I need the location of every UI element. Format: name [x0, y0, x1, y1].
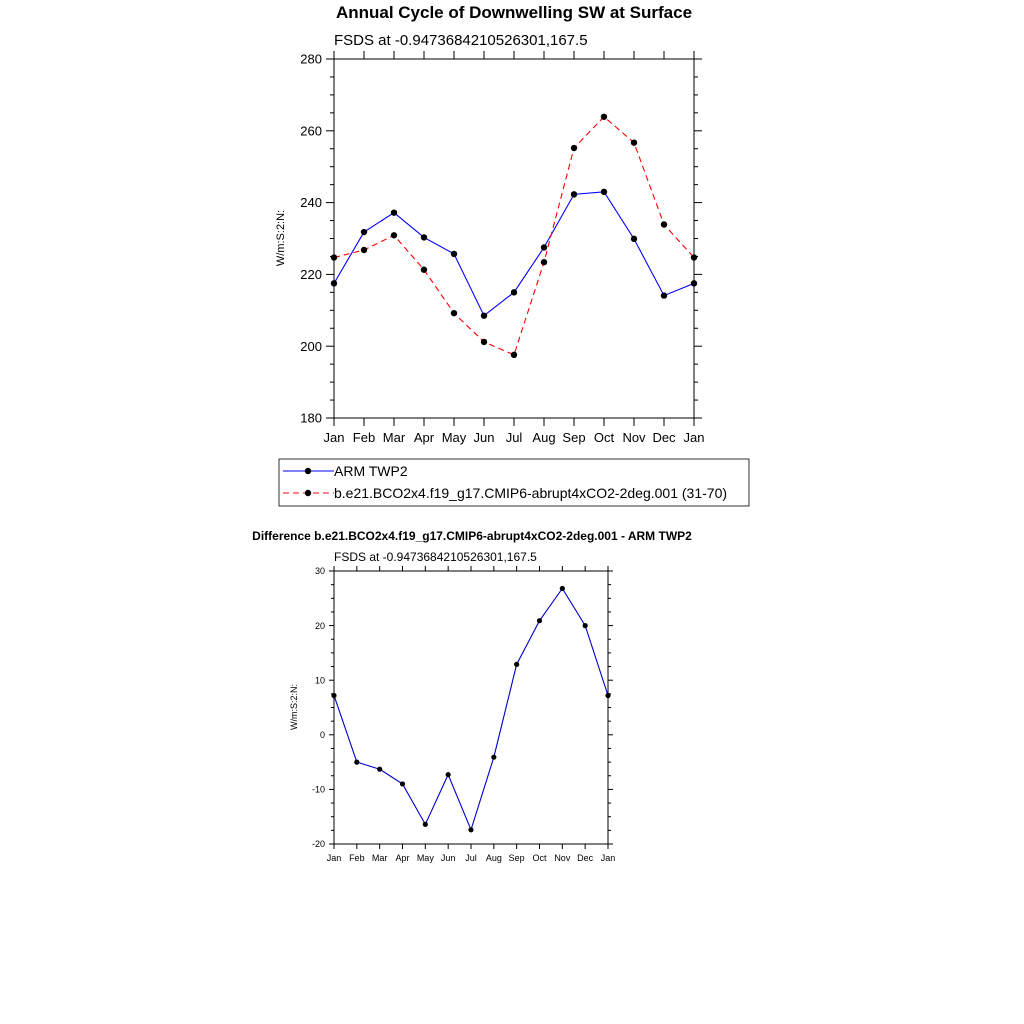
- series-1-point: [514, 662, 519, 667]
- series-1-point: [481, 312, 487, 318]
- series-2-point: [331, 254, 337, 260]
- xtick-label: Mar: [371, 853, 388, 863]
- series-1-point: [491, 755, 496, 760]
- series-2-point: [661, 221, 667, 227]
- xtick-label: Dec: [577, 853, 594, 863]
- series-1-point: [537, 618, 542, 623]
- chart1-title: Annual Cycle of Downwelling SW at Surface: [335, 3, 693, 22]
- chart2-ylabel: W/m:S:2:N:: [289, 683, 299, 731]
- series-1-point: [331, 693, 336, 698]
- series-1-point: [601, 189, 607, 195]
- xtick-label: Jun: [473, 430, 495, 445]
- series-1-point: [691, 280, 697, 286]
- series-1-point: [421, 234, 427, 240]
- xtick-label: Mar: [382, 430, 406, 445]
- xtick-label: Jan: [600, 853, 616, 863]
- legend-item-model-label: b.e21.BCO2x4.f19_g17.CMIP6-abrupt4xCO2-2deg.001 (31-70): [334, 485, 728, 501]
- xtick-label: Aug: [485, 853, 502, 863]
- series-1-point: [511, 289, 517, 295]
- series-1-point: [331, 280, 337, 286]
- xtick-label: Jul: [465, 853, 477, 863]
- xtick-label: Oct: [593, 430, 615, 445]
- xtick-label: Jul: [505, 430, 523, 445]
- series-1-point: [377, 767, 382, 772]
- series-1-point: [400, 781, 405, 786]
- ytick-label: -20: [311, 839, 325, 850]
- xtick-label: Nov: [622, 430, 646, 445]
- series-1-point: [605, 693, 610, 698]
- ytick-label: 200: [300, 338, 322, 354]
- series-1-point: [423, 822, 428, 827]
- xtick-label: Jan: [683, 430, 705, 445]
- chart2-series: [331, 586, 610, 833]
- chart1-ticks: [300, 51, 704, 445]
- chart2-ticks: [312, 566, 615, 863]
- series-1-point: [541, 244, 547, 250]
- xtick-label: Sep: [562, 430, 586, 445]
- series-1-point: [361, 229, 367, 235]
- ytick-label: 20: [314, 620, 325, 631]
- series-1-point: [631, 236, 637, 242]
- series-line-2: [334, 117, 694, 355]
- ytick-label: 240: [300, 195, 322, 211]
- series-1-point: [571, 191, 577, 197]
- ytick-label: 260: [300, 123, 322, 139]
- series-1-point: [391, 209, 397, 215]
- chart1-ylabel: W/m:S:2:N:: [275, 209, 287, 267]
- chart2-subtitle: FSDS at -0.9473684210526301,167.5: [334, 550, 537, 564]
- series-2-point: [631, 139, 637, 145]
- ytick-label: 30: [314, 566, 325, 577]
- ytick-label: 10: [314, 675, 325, 686]
- series-2-point: [421, 267, 427, 273]
- series-1-point: [583, 623, 588, 628]
- xtick-label: Apr: [413, 430, 435, 445]
- chart1-plot-frame: [334, 59, 694, 418]
- xtick-label: Jun: [440, 853, 456, 863]
- ytick-label: 0: [319, 729, 325, 740]
- series-line-1: [334, 588, 608, 829]
- chart2-plot-frame: [334, 571, 608, 844]
- series-2-point: [691, 254, 697, 260]
- xtick-label: May: [416, 853, 434, 863]
- series-2-point: [571, 145, 577, 151]
- xtick-label: Apr: [395, 853, 410, 863]
- xtick-label: Jan: [323, 430, 345, 445]
- ytick-label: -10: [311, 784, 325, 795]
- xtick-label: Jan: [326, 853, 342, 863]
- series-line-1: [334, 192, 694, 316]
- series-1-point: [446, 772, 451, 777]
- chart2-title: Difference b.e21.BCO2x4.f19_g17.CMIP6-abrupt4xCO2-2deg.001 - ARM TWP2: [252, 529, 692, 543]
- xtick-label: Feb: [352, 430, 376, 445]
- ytick-label: 220: [300, 266, 322, 282]
- chart1-subtitle: FSDS at -0.9473684210526301,167.5: [334, 32, 588, 49]
- series-1-point: [354, 760, 359, 765]
- series-1-point: [468, 827, 473, 832]
- series-1-point: [451, 251, 457, 257]
- ytick-label: 180: [300, 410, 322, 426]
- series-2-point: [451, 310, 457, 316]
- xtick-label: Sep: [508, 853, 525, 863]
- series-2-point: [361, 247, 367, 253]
- ytick-label: 280: [300, 51, 322, 67]
- legend-item-arm-label: ARM TWP2: [334, 463, 408, 479]
- legend-item-arm-marker: [305, 468, 311, 474]
- xtick-label: Feb: [349, 853, 365, 863]
- series-2-point: [511, 352, 517, 358]
- series-1-point: [560, 586, 565, 591]
- series-2-point: [481, 339, 487, 345]
- xtick-label: Aug: [532, 430, 556, 445]
- series-2-point: [601, 114, 607, 120]
- xtick-label: Dec: [652, 430, 676, 445]
- series-1-point: [661, 292, 667, 298]
- chart1-series: [331, 114, 697, 358]
- legend-item-model-marker: [305, 490, 311, 496]
- xtick-label: May: [441, 430, 467, 445]
- series-2-point: [391, 232, 397, 238]
- xtick-label: Nov: [554, 853, 571, 863]
- xtick-label: Oct: [532, 853, 547, 863]
- series-2-point: [541, 259, 547, 265]
